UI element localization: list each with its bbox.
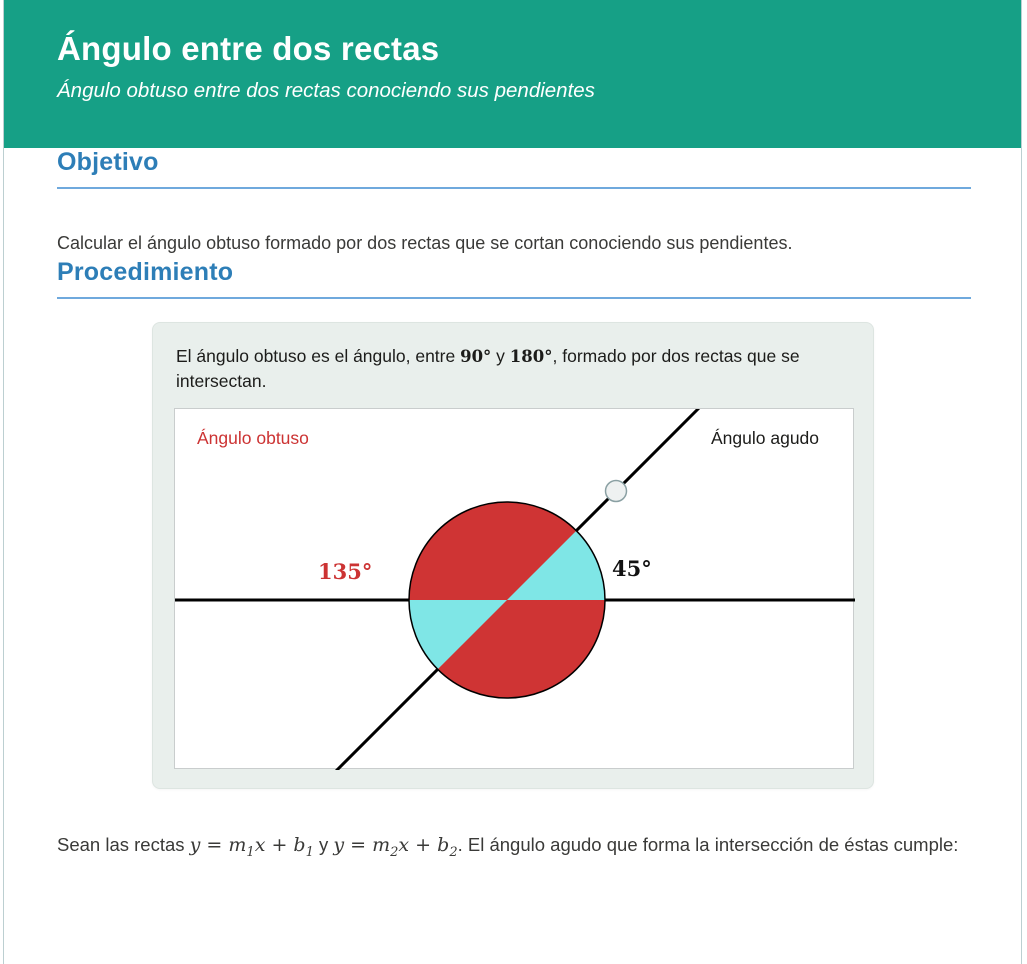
draggable-point[interactable] — [606, 480, 627, 501]
applet-card — [152, 322, 874, 789]
equation-2: $y = m_2x + b_2$ — [333, 833, 458, 860]
acute-angle-value: 45° — [612, 555, 652, 581]
value-180deg: 180° — [509, 346, 553, 366]
value-90deg: 90° — [460, 346, 492, 366]
outro-pre: Sean las rectas — [57, 833, 190, 855]
outro-conjunction: y — [313, 833, 334, 855]
objetivo-text: Calcular el ángulo obtuso formado por dos rectas que se cortan conociendo sus pendientes. — [57, 233, 793, 253]
angle-diagram — [175, 409, 855, 770]
intro-pre: El ángulo obtuso es el ángulo, entre — [176, 345, 461, 366]
main-content — [4, 148, 1021, 867]
page-header — [4, 0, 1021, 148]
page-title: Ángulo entre dos rectas — [57, 30, 440, 67]
lines-equations-text — [57, 830, 971, 868]
acute-angle-label: Ángulo agudo — [711, 427, 820, 448]
page-container — [3, 0, 1022, 964]
intro-mid: y — [491, 345, 510, 366]
applet-intro-text — [176, 344, 853, 395]
geometry-applet-canvas[interactable] — [174, 408, 854, 769]
obtuse-angle-label: Ángulo obtuso — [197, 427, 309, 448]
page-subtitle: Ángulo obtuso entre dos rectas conociendo sus pendientes — [57, 79, 595, 103]
procedimiento-heading: Procedimiento — [57, 258, 971, 299]
equation-1: $y = m_1x + b_1$ — [189, 833, 314, 860]
objetivo-heading: Objetivo — [57, 148, 971, 189]
outro-post: . El ángulo agudo que forma la intersección de éstas cumple: — [457, 833, 959, 855]
intro-post: , formado por dos rectas que se intersectan. — [176, 345, 800, 392]
obtuse-angle-value: 135° — [318, 558, 373, 584]
